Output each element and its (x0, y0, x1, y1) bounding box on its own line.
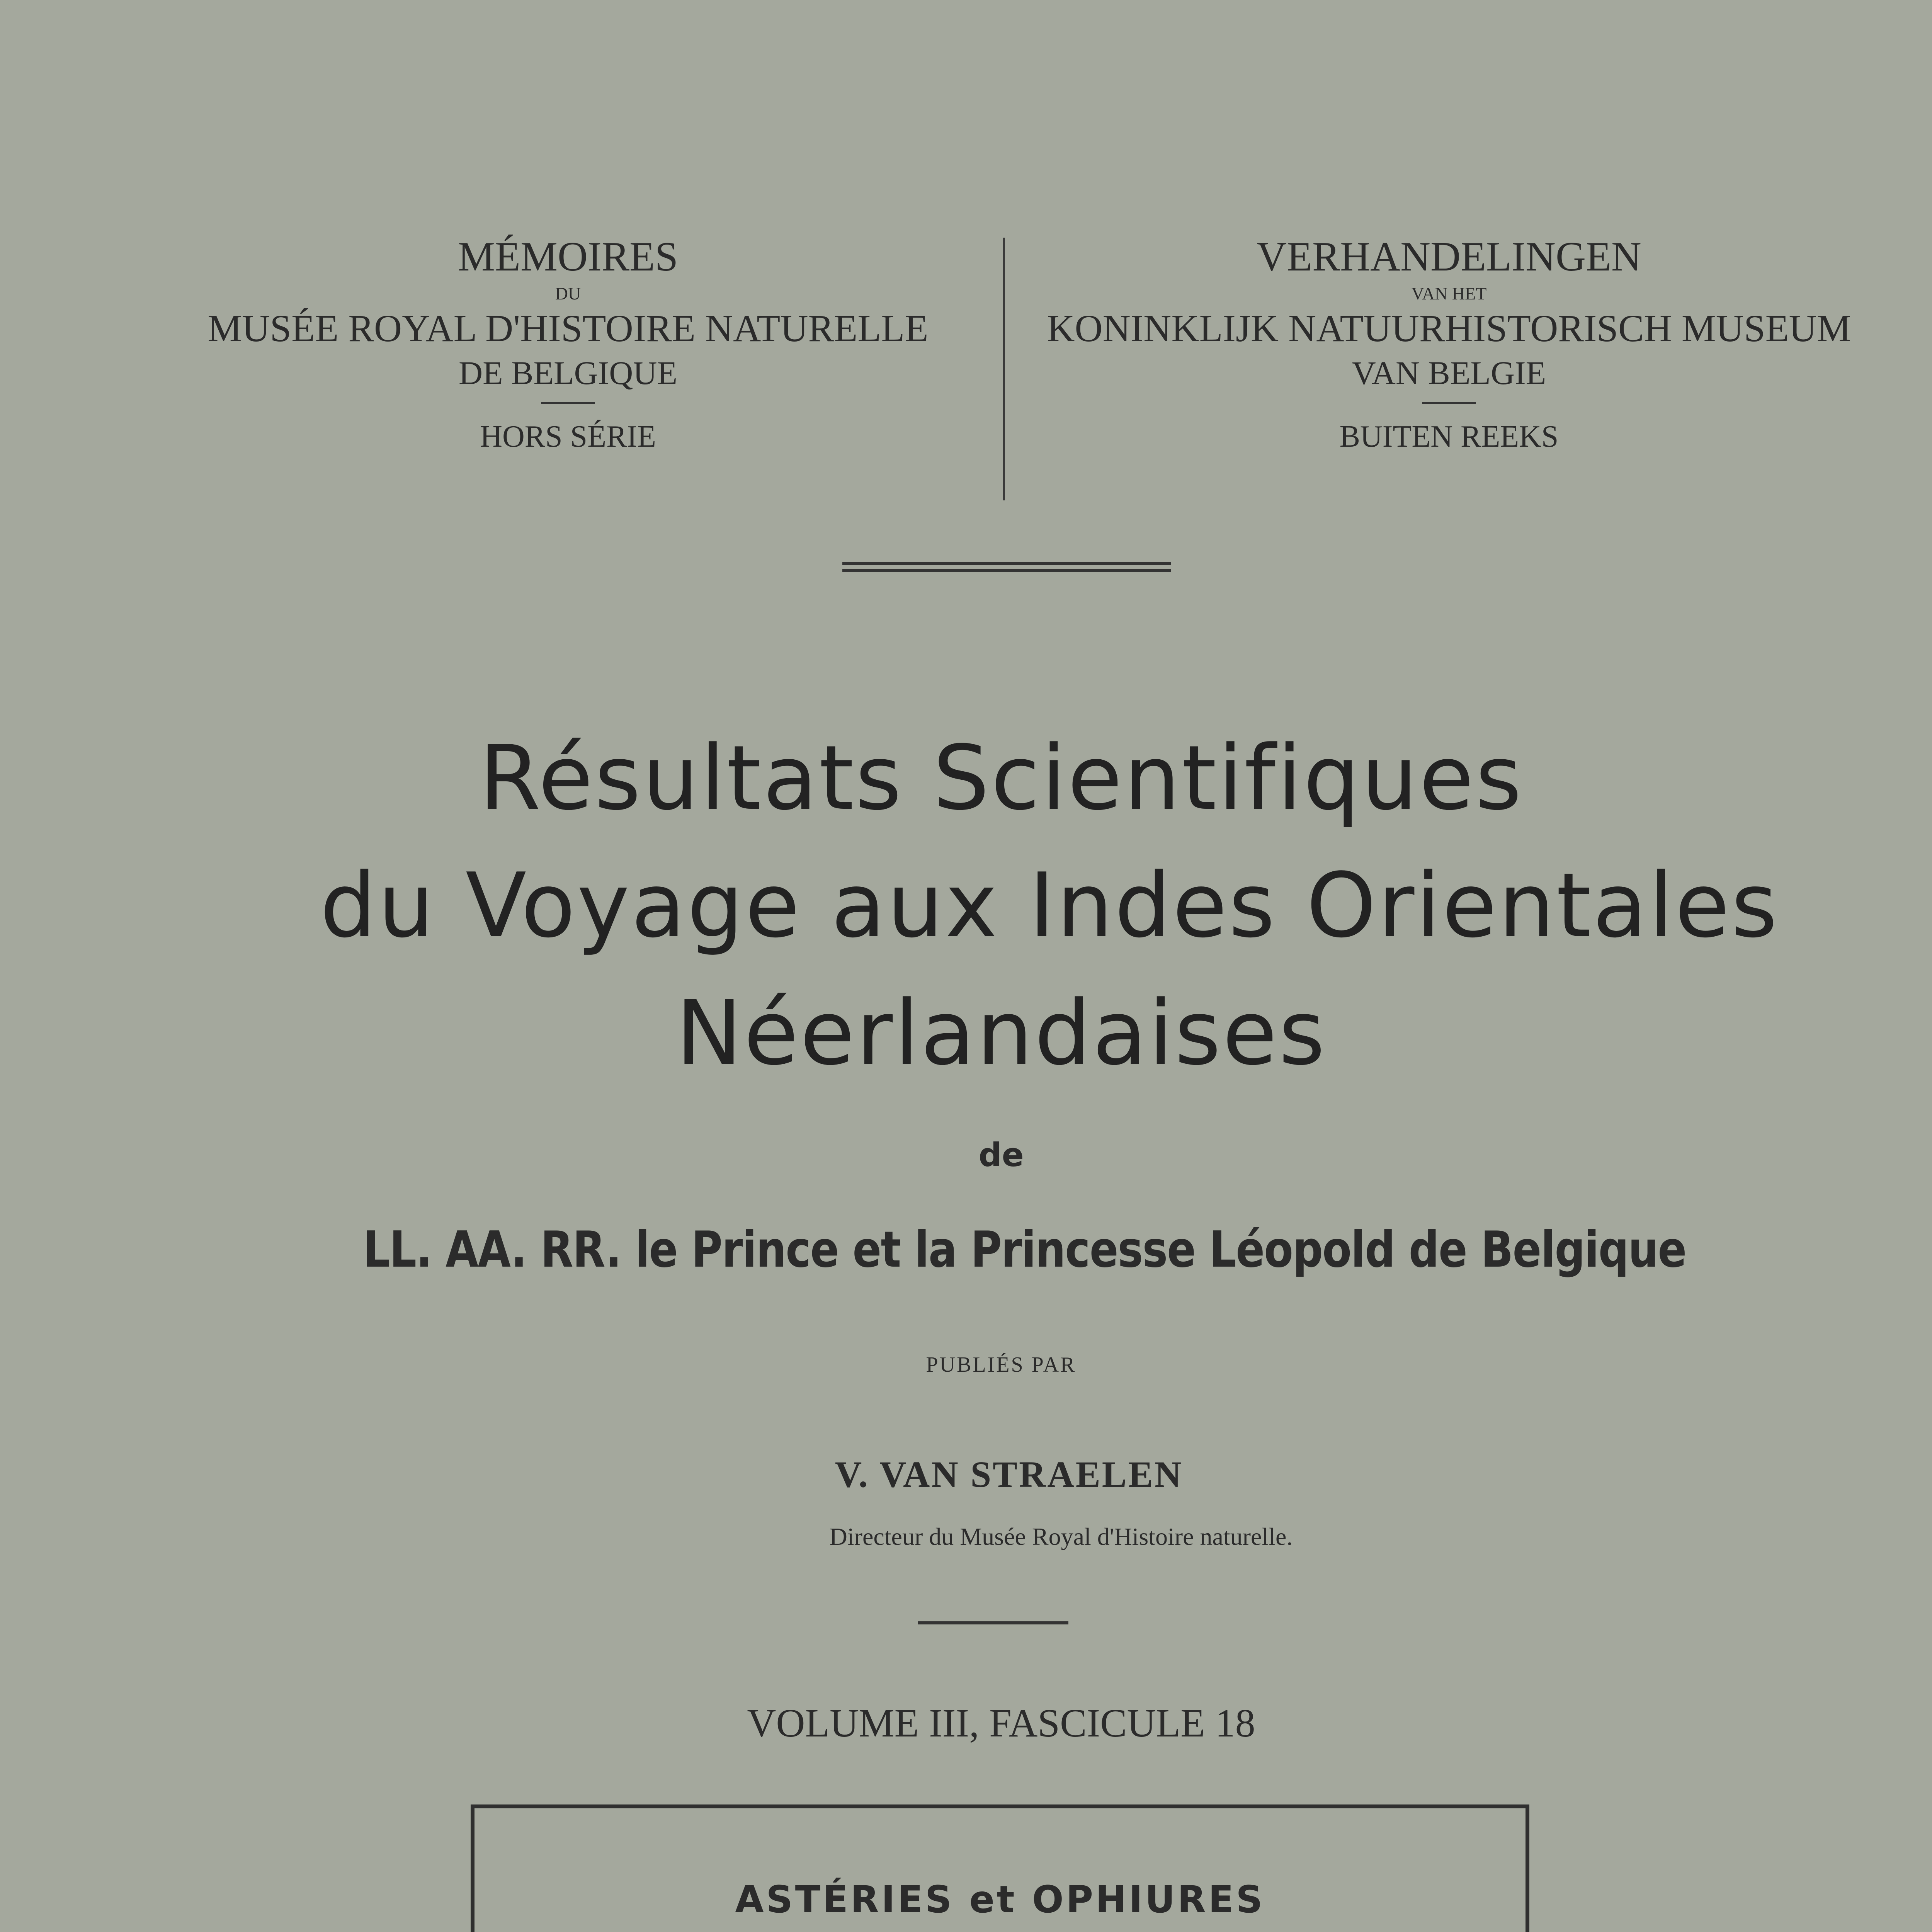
header-right-institution: KONINKLIJK NATUURHISTORISCH MUSEUM (1047, 307, 1851, 350)
header-divider (1003, 238, 1005, 500)
main-title-line2: du Voyage aux Indes Orientales (320, 854, 1779, 957)
subject-box (471, 1804, 1529, 1932)
editor-name: V. VAN STRAELEN (835, 1454, 1183, 1495)
header-right-country: VAN BELGIE (1352, 354, 1546, 391)
header-right-dash (1024, 394, 1874, 417)
header-right-van-het: VAN HET (1411, 284, 1487, 303)
header-left-series: HORS SÉRIE (480, 420, 656, 454)
volume-line: VOLUME III, FASCICULE 18 (747, 1701, 1255, 1745)
header-left-title: MÉMOIRES (457, 234, 679, 280)
main-title-line3: Néerlandaises (675, 982, 1327, 1085)
de-label: de (978, 1136, 1024, 1174)
subject-title: ASTÉRIES et OPHIURES (735, 1878, 1265, 1921)
header-left-du: DU (555, 284, 581, 303)
header-right (1024, 232, 1874, 456)
main-title (0, 715, 1932, 1097)
editor-role: Directeur du Musée Royal d'Histoire naturelle. (829, 1523, 1293, 1550)
patrons-line: LL. AA. RR. le Prince et la Princesse Léopold de Belgique (363, 1221, 1686, 1279)
header-left-dash (116, 394, 1020, 417)
header-left-country: DE BELGIQUE (458, 354, 678, 391)
header-right-series: BUITEN REEKS (1339, 420, 1559, 454)
published-by: PUBLIÉS PAR (926, 1353, 1077, 1377)
main-title-line1: Résultats Scientifiques (479, 727, 1524, 830)
header-right-title: VERHANDELINGEN (1257, 234, 1641, 280)
header-left (116, 232, 1020, 456)
header-rule (842, 562, 1171, 573)
section-rule (918, 1621, 1068, 1624)
header-left-institution: MUSÉE ROYAL D'HISTOIRE NATURELLE (207, 307, 929, 350)
